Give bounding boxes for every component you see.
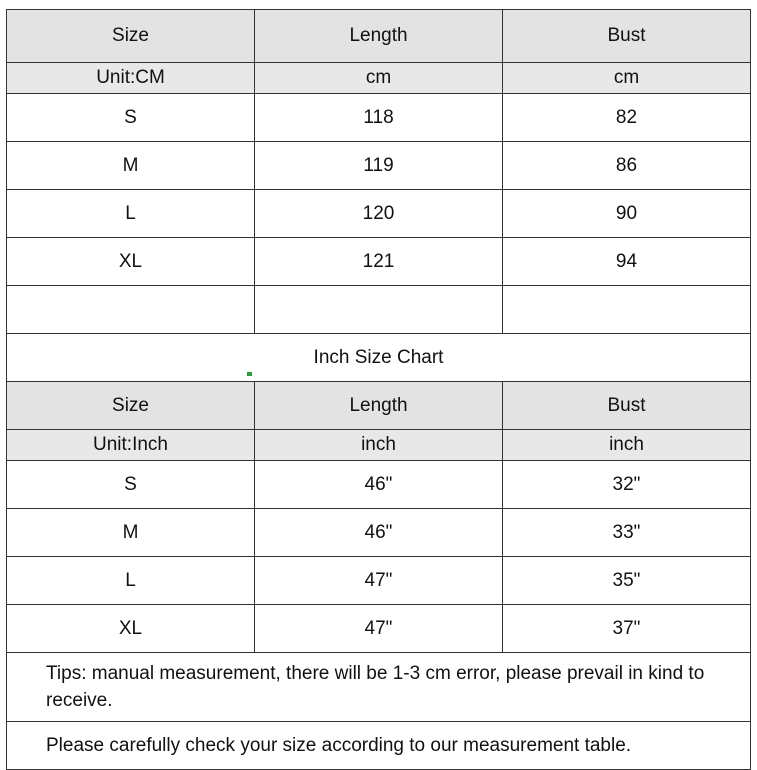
size-chart-table [6,9,751,770]
cm-length-cell: 121 [255,238,503,286]
cm-size-cell: XL [7,238,255,286]
blank-cell [7,286,255,334]
inch-length-cell: 47" [255,605,503,653]
cm-header-row [7,10,751,63]
cm-size-cell: M [7,142,255,190]
table-row [7,557,751,605]
size-chart-sheet [6,9,750,770]
check-note-text: Please carefully check your size according to our measurement table. [7,722,751,770]
inch-title-row [7,334,751,382]
cm-header-length: Length [255,10,503,63]
table-row [7,509,751,557]
inch-length-cell: 47" [255,557,503,605]
cm-bust-cell: 82 [503,94,751,142]
inch-bust-cell: 35" [503,557,751,605]
table-row [7,238,751,286]
cm-header-bust: Bust [503,10,751,63]
inch-length-cell: 46" [255,509,503,557]
inch-bust-cell: 37" [503,605,751,653]
cm-bust-cell: 94 [503,238,751,286]
inch-unit-length: inch [255,430,503,461]
table-row [7,142,751,190]
table-row [7,94,751,142]
inch-chart-title: Inch Size Chart [7,334,751,382]
table-row [7,190,751,238]
inch-size-cell: S [7,461,255,509]
table-row [7,461,751,509]
inch-header-size: Size [7,382,255,430]
inch-size-cell: M [7,509,255,557]
cell-corner-marker [247,372,252,376]
inch-header-length: Length [255,382,503,430]
cm-bust-cell: 90 [503,190,751,238]
inch-unit-size: Unit:Inch [7,430,255,461]
inch-length-cell: 46" [255,461,503,509]
blank-row [7,286,751,334]
cm-length-cell: 120 [255,190,503,238]
inch-size-cell: L [7,557,255,605]
blank-cell [255,286,503,334]
cm-unit-bust: cm [503,63,751,94]
table-row [7,605,751,653]
cm-size-cell: L [7,190,255,238]
cm-unit-length: cm [255,63,503,94]
inch-bust-cell: 32" [503,461,751,509]
inch-unit-row [7,430,751,461]
cm-unit-size: Unit:CM [7,63,255,94]
cm-header-size: Size [7,10,255,63]
cm-length-cell: 119 [255,142,503,190]
inch-bust-cell: 33" [503,509,751,557]
inch-header-row [7,382,751,430]
check-note-row [7,722,751,770]
inch-unit-bust: inch [503,430,751,461]
inch-size-cell: XL [7,605,255,653]
cm-size-cell: S [7,94,255,142]
tips-row [7,653,751,722]
tips-text: Tips: manual measurement, there will be 1-3 cm error, please prevail in kind to receive. [7,653,751,722]
cm-length-cell: 118 [255,94,503,142]
cm-bust-cell: 86 [503,142,751,190]
cm-unit-row [7,63,751,94]
inch-header-bust: Bust [503,382,751,430]
blank-cell [503,286,751,334]
